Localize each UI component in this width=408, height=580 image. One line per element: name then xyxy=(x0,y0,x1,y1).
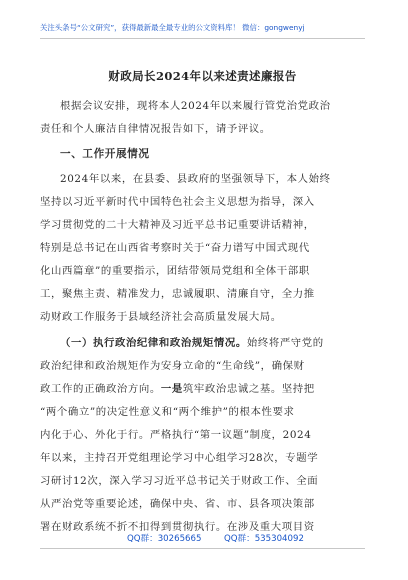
subsection-heading: （一）执行政治纪律和政治规矩情况。 xyxy=(60,337,247,349)
document-title: 财政局长2024年以来述责述廉报告 xyxy=(108,69,297,83)
paragraph-line: 习研讨12次，深入学习习近平总书记关于财政工作、全面 xyxy=(40,475,319,487)
paragraph-line: 年以来，主持召开党组理论学习中心组学习28次，专题学 xyxy=(40,452,319,464)
paragraph-line: “两个确立”的决定性意义和“两个维护”的根本性要求 xyxy=(40,406,295,418)
footer-divider xyxy=(40,548,365,549)
footer-qq-group-2: QQ群：535304092 xyxy=(224,534,304,544)
intro-line: 根据会议安排，现将本人2024年以来履行管党治党政治 xyxy=(60,100,331,112)
paragraph-line xyxy=(40,382,365,396)
paragraph-line: 2024年以来，在县委、县政府的坚强领导下，本人始终 xyxy=(60,173,331,185)
section-heading: 一、工作开展情况 xyxy=(60,148,150,160)
paragraph-line: 工，聚焦主责、精准发力，忠诚履职、清廉自守，全力推 xyxy=(40,288,315,300)
subsection-line xyxy=(60,336,365,350)
ordinal-marker: 一是 xyxy=(160,383,183,395)
paragraph-line: 政治纪律和政治规矩作为安身立命的“生命线”，确保财 xyxy=(40,360,305,372)
header-banner: 关注头条号“公文研究”，获得最新最全最专业的公文资料库！ 微信：gongwenyj xyxy=(40,23,305,32)
subsection-text: 始终将严守党的 xyxy=(246,337,324,349)
paragraph-line: 学习贯彻党的二十大精神及习近平总书记重要讲话精神， xyxy=(40,219,315,231)
paragraph-line: 动财政工作服务于县域经济社会高质量发展大局。 xyxy=(40,311,282,323)
paragraph-text: 政工作的正确政治方向。 xyxy=(40,383,161,395)
paragraph-text: 筑牢政治忠诚之基。坚持把 xyxy=(182,383,315,395)
paragraph-line: 署在财政系统不折不扣得到贯彻执行。在涉及重大项目资 xyxy=(40,521,315,533)
paragraph-line: 从严治党等重要论述，确保中央、省、市、县各项决策部 xyxy=(40,498,315,510)
paragraph-line: 内化于心、外化于行。严格执行“第一议题”制度，2024 xyxy=(40,429,312,441)
footer xyxy=(40,532,365,546)
footer-qq-group-1: QQ群：30265665 xyxy=(127,534,202,544)
header-divider xyxy=(40,38,365,39)
intro-line: 责任和个人廉洁自律情况报告如下，请予评议。 xyxy=(40,123,271,135)
paragraph-line: 特别是总书记在山西省考察时关于“奋力谱写中国式现代 xyxy=(40,242,310,254)
paragraph-line: 化山西篇章”的重要指示，团结带领局党组和全体干部职 xyxy=(40,265,310,277)
paragraph-line: 坚持以习近平新时代中国特色社会主义思想为指导，深入 xyxy=(40,196,315,208)
